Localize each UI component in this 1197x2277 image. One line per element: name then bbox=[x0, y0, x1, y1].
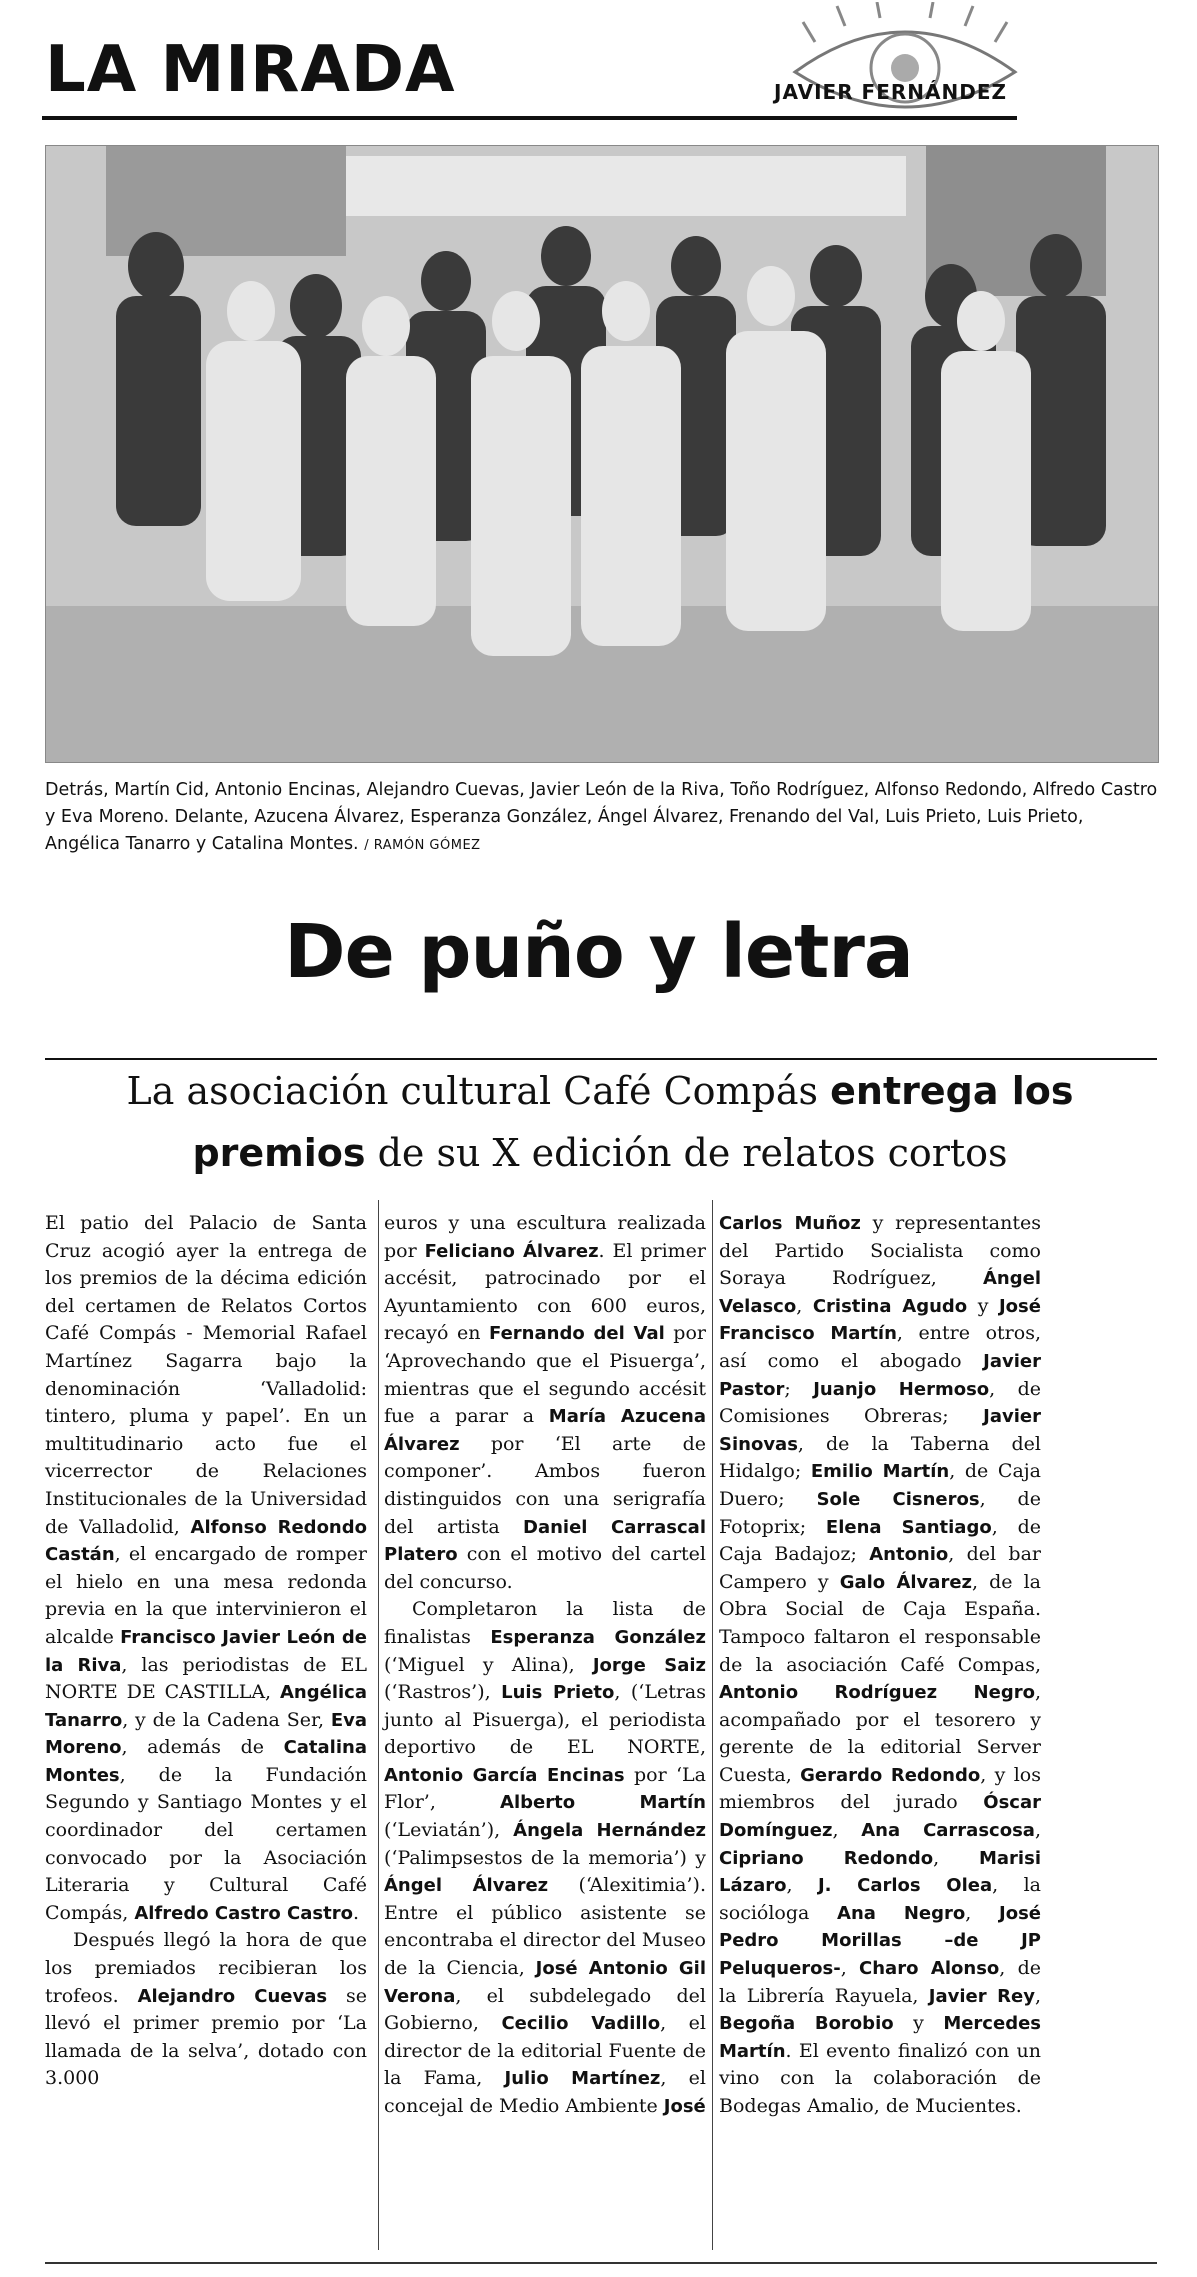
eye-logo-icon bbox=[775, 2, 1035, 132]
photo-caption bbox=[45, 777, 1160, 859]
photo-credit: / RAMÓN GÓMEZ bbox=[364, 838, 481, 853]
deck bbox=[70, 1060, 1130, 1184]
deck-text-1: La asociación cultural Café Compás bbox=[126, 1069, 831, 1113]
group-photo bbox=[45, 145, 1159, 763]
column-divider-2 bbox=[712, 1200, 713, 2250]
footer-rule bbox=[45, 2262, 1157, 2264]
author-byline: JAVIER FERNÁNDEZ bbox=[774, 80, 1007, 104]
headline: De puño y letra bbox=[284, 909, 913, 995]
caption-text: Detrás, Martín Cid, Antonio Encinas, Alejandro Cuevas, Javier León de la Riva, Toño Rodríguez, Alfonso Redondo, Alfredo Castro y Eva Moreno. Delante, Azucena Álvarez, Esperanza González, Ángel Álvarez, Frenando del Val, Luis Prieto, Luis Prieto, Angélica Tanarro y Catalina Montes. bbox=[45, 780, 1158, 854]
deck-bold: entrega los premios bbox=[192, 1069, 1074, 1175]
deck-text-2: de su X edición de relatos cortos bbox=[365, 1131, 1008, 1175]
article-column-2: euros y una escultura realizada por Feliciano Álvarez. El primer accésit, patrocinado por el Ayuntamiento con 600 euros, recayó en Fernando del Val por ‘Aprovechando que el Pisuerga’, mientras que el segundo accésit fue a parar a María Azucena Álvarez por ‘El arte de componer’. Ambos fueron distinguidos con una serigrafía del artista Daniel Carrascal Platero con el motivo del cartel del concurso. Completaron la lista de finalistas Esperanza González (‘Miguel y Alina), Jorge Saiz (‘Rastros’), Luis Prieto, (‘Letras junto al Pisuerga), el periodista deportivo de EL NORTE, Antonio García Encinas por ‘La Flor’, Alberto Martín (‘Leviatán’), Ángela Hernández (‘Palimpsestos de la memoria’) y Ángel Álvarez (‘Alexitimia’). Entre el público asistente se encontraba el director del Museo de la Ciencia, José Antonio Gil Verona, el subdelegado del Gobierno, Cecilio Vadillo, el director de la editorial Fuente de la Fama, Julio Martínez, el concejal de Medio Ambiente José bbox=[384, 1212, 707, 2117]
article-column-3: Carlos Muñoz y representantes del Partido Socialista como Soraya Rodríguez, Ángel Velasco, Cristina Agudo y José Francisco Martín, entre otros, así como el abogado Javier Pastor; Juanjo Hermoso, de Comisiones Obreras; Javier Sinovas, de la Taberna del Hidalgo; Emilio Martín, de Caja Duero; Sole Cisneros, de Fotoprix; Elena Santiago, de Caja Badajoz; Antonio, del bar Campero y Galo Álvarez, de la Obra Social de Caja España. Tampoco faltaron el responsable de la asociación Café Compas, Antonio Rodríguez Negro, acompañado por el tesorero y gerente de la editorial Server Cuesta, Gerardo Redondo, y los miembros del jurado Óscar Domínguez, Ana Carrascosa, Cipriano Redondo, Marisi Lázaro, J. Carlos Olea, la socióloga Ana Negro, José Pedro Morillas –de JP Peluqueros-, Charo Alonso, de la Librería Rayuela, Javier Rey, Begoña Borobio y Mercedes Martín. El evento finalizó con un vino con la colaboración de Bodegas Amalio, de Mucientes. bbox=[719, 1212, 1042, 2117]
column-divider-1 bbox=[378, 1200, 379, 2250]
article-column-1: El patio del Palacio de Santa Cruz acogió ayer la entrega de los premios de la décima edición del certamen de Relatos Cortos Café Compás - Memorial Rafael Martínez Sagarra bajo la denominación ‘Valladolid: tintero, pluma y papel’. En un multitudinario acto fue el vicerrector de Relaciones Institucionales de la Universidad de Valladolid, Alfonso Redondo Castán, el encargado de romper el hielo en una mesa redonda previa en la que intervinieron el alcalde Francisco Javier León de la Riva, las periodistas de EL NORTE DE CASTILLA, Angélica Tanarro, y de la Cadena Ser, Eva Moreno, además de Catalina Montes, de la Fundación Segundo y Santiago Montes y el coordinador del certamen convocado por la Asociación Literaria y Cultural Café Compás, Alfredo Castro Castro. Después llegó la hora de que los premiados recibieran los trofeos. Alejandro Cuevas se llevó el primer premio por ‘La llamada de la selva’, dotado con 3.000 bbox=[45, 1212, 367, 2090]
section-title: LA MIRADA bbox=[45, 33, 456, 107]
header-rule bbox=[42, 116, 1017, 120]
